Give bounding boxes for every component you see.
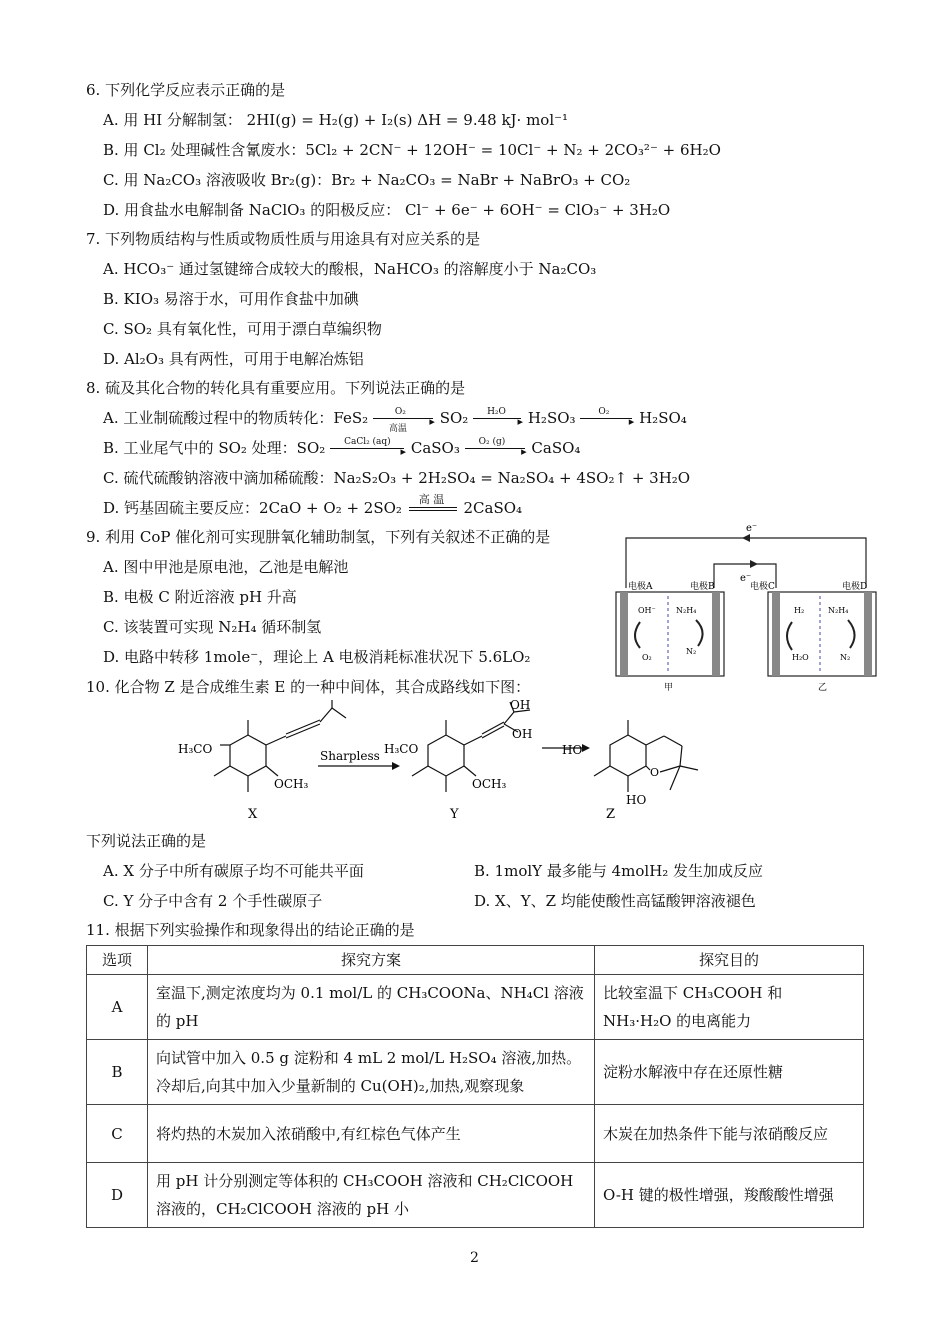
reaction-arrow-icon xyxy=(582,744,590,752)
q11-stem: 11. 根据下列实验操作和现象得出的结论正确的是 xyxy=(86,921,415,939)
q7-option-c: C. SO₂ 具有氧化性，可用于漂白草编织物 xyxy=(103,320,382,338)
q10-option-d: D. X、Y、Z 均能使酸性高锰酸钾溶液褪色 xyxy=(474,892,756,910)
q8-a-arrow3 xyxy=(580,408,634,428)
fig-y-oh1: OH xyxy=(510,700,531,712)
q8-d-equals xyxy=(407,493,459,518)
q8-b-caso3: CaSO₃ xyxy=(410,439,460,457)
arrow-head-icon: ▸ xyxy=(429,415,435,428)
fig-y-h3co: H₃CO xyxy=(384,742,419,756)
q8-a-arrow2 xyxy=(473,408,523,428)
q6-option-a: A. 用 HI 分解制氢： 2HI(g) = H₂(g) + I₂(s) ΔH = 9.48 kJ· mol⁻¹ xyxy=(103,111,569,129)
q10-intro: 下列说法正确的是 xyxy=(86,832,207,850)
fig-n2-left: N₂ xyxy=(686,647,697,656)
table-cell-goal: 木炭在加热条件下能与浓硝酸反应 xyxy=(595,1105,864,1163)
q8-a-h2so3: H₂SO₃ xyxy=(527,409,576,427)
curved-arrow-icon xyxy=(635,622,640,648)
table-cell-plan: 室温下,测定浓度均为 0.1 mol/L 的 CH₃COONa、NH₄Cl 溶液的 pH xyxy=(148,975,595,1040)
fig-oh: OH⁻ xyxy=(638,606,656,615)
fig-electrode-a: 电极A xyxy=(628,582,653,592)
q9-option-d: D. 电路中转移 1mole⁻，理论上 A 电极消耗标准状况下 5.6LO₂ xyxy=(103,648,531,666)
q8-a-arrow1 xyxy=(373,407,435,434)
q8-stem: 8. 硫及其化合物的转化具有重要应用。下列说法正确的是 xyxy=(86,379,466,397)
q8-a-prefix: A. 工业制硫酸过程中的物质转化：FeS₂ xyxy=(103,409,369,427)
q8-d-prefix: D. 钙基固硫主要反应：2CaO + O₂ + 2SO₂ xyxy=(103,499,402,517)
fig-x-och3: OCH₃ xyxy=(274,777,309,791)
q9-option-b: B. 电极 C 附近溶液 pH 升高 xyxy=(103,588,297,606)
table-cell-option: D xyxy=(87,1163,148,1228)
experiment-table xyxy=(86,945,864,1228)
fig-h2o: H₂O xyxy=(792,653,809,662)
q8-b-arrow1 xyxy=(330,438,406,458)
q6-option-b: B. 用 Cl₂ 处理碱性含氰废水：5Cl₂ + 2CN⁻ + 12OH⁻ = 10Cl⁻ + N₂ + 2CO₃²⁻ + 6H₂O xyxy=(103,141,721,159)
fig-n2h4-left: N₂H₄ xyxy=(676,606,697,615)
table-cell-goal: 比较室温下 CH₃COOH 和 NH₃·H₂O 的电离能力 xyxy=(595,975,864,1040)
q8-d-suffix: 2CaSO₄ xyxy=(463,499,523,517)
fig-jia: 甲 xyxy=(664,683,674,693)
table-header-plan: 探究方案 xyxy=(148,946,595,975)
arrow-head-icon: ▸ xyxy=(517,415,524,428)
q8-a-h2so4: H₂SO₄ xyxy=(639,409,687,427)
table-header-option: 选项 xyxy=(87,946,148,975)
fig-yi: 乙 xyxy=(818,683,828,693)
q9-option-c: C. 该装置可实现 N₂H₄ 循环制氢 xyxy=(103,618,322,636)
q8-b-prefix: B. 工业尾气中的 SO₂ 处理：SO₂ xyxy=(103,439,326,457)
q10-option-b: B. 1molY 最多能与 4molH₂ 发生加成反应 xyxy=(474,862,764,880)
q9-option-a: A. 图中甲池是原电池，乙池是电解池 xyxy=(103,558,349,576)
fig-z-ho: HO xyxy=(562,743,583,757)
q8-a-so2: SO₂ xyxy=(439,409,469,427)
q8-d-condition: 高 温 xyxy=(418,493,445,506)
electron-flow-arrow-icon xyxy=(742,534,750,542)
table-cell-goal: O-H 键的极性增强，羧酸酸性增强 xyxy=(595,1163,864,1228)
table-header-row xyxy=(87,946,864,975)
reaction-arrow-icon xyxy=(392,762,400,770)
fig-h2: H₂ xyxy=(794,606,805,615)
table-cell-plan: 用 pH 计分别测定等体积的 CH₃COOH 溶液和 CH₂ClCOOH 溶液的，CH₂ClCOOH 溶液的 pH 小 xyxy=(148,1163,595,1228)
arrow-head-icon: ▸ xyxy=(400,445,407,458)
page-number: 2 xyxy=(470,1250,479,1266)
table-cell-plan: 将灼热的木炭加入浓硝酸中,有红棕色气体产生 xyxy=(148,1105,595,1163)
fig-z-ho2: HO xyxy=(626,793,647,807)
q8-option-d xyxy=(103,493,523,518)
fig-electrode-b: 电极B xyxy=(690,582,715,592)
table-row xyxy=(87,1040,864,1105)
fig-label-y: Y xyxy=(450,807,459,822)
fig-n2h4-right: N₂H₄ xyxy=(828,606,849,615)
q10-stem: 10. 化合物 Z 是合成维生素 E 的一种中间体，其合成路线如下图： xyxy=(86,678,531,696)
curved-arrow-icon xyxy=(787,622,792,650)
compound-z-structure xyxy=(594,720,698,792)
table-cell-option: A xyxy=(87,975,148,1040)
fig-label-z: Z xyxy=(606,807,616,822)
q8-b-arrow2 xyxy=(465,438,527,458)
q8-b-arrow1-top: CaCl₂ (aq) xyxy=(344,437,391,447)
fig-electrode-d: 电极D xyxy=(842,582,868,592)
fig-electrode-c: 电极C xyxy=(750,582,775,592)
q8-a-arrow1-bottom: 高温 xyxy=(388,424,407,434)
q6-option-c: C. 用 Na₂CO₃ 溶液吸收 Br₂(g)：Br₂ + Na₂CO₃ = NaBr + NaBrO₃ + CO₂ xyxy=(103,171,631,189)
table-cell-option: B xyxy=(87,1040,148,1105)
table-row xyxy=(87,975,864,1040)
table-cell-goal: 淀粉水解液中存在还原性糖 xyxy=(595,1040,864,1105)
q7-stem: 7. 下列物质结构与性质或物质性质与用途具有对应关系的是 xyxy=(86,230,481,248)
q8-b-arrow2-top: O₂ (g) xyxy=(478,437,506,447)
electrolysis-diagram xyxy=(610,518,880,698)
q8-a-arrow2-top: H₂O xyxy=(487,407,506,417)
fig-x-h3co: H₃CO xyxy=(178,742,213,756)
fig-n2-right: N₂ xyxy=(840,653,851,662)
fig-e-top: e⁻ xyxy=(746,523,758,534)
q9-stem: 9. 利用 CoP 催化剂可实现肼氧化辅助制氢，下列有关叙述不正确的是 xyxy=(86,528,551,546)
table-cell-plan: 向试管中加入 0.5 g 淀粉和 4 mL 2 mol/L H₂SO₄ 溶液,加热。冷却后,向其中加入少量新制的 Cu(OH)₂,加热,观察现象 xyxy=(148,1040,595,1105)
q10-option-c: C. Y 分子中含有 2 个手性碳原子 xyxy=(103,892,323,910)
table-row xyxy=(87,1105,864,1163)
fig-o2: O₂ xyxy=(642,653,652,662)
fig-sharpless: Sharpless xyxy=(320,749,380,763)
electron-flow-arrow-icon xyxy=(750,560,758,568)
q8-b-caso4: CaSO₄ xyxy=(531,439,581,457)
q8-a-arrow3-top: O₂ xyxy=(598,407,610,417)
curved-arrow-icon xyxy=(696,620,703,646)
table-cell-option: C xyxy=(87,1105,148,1163)
q6-option-d: D. 用食盐水电解制备 NaClO₃ 的阳极反应： Cl⁻ + 6e⁻ + 6OH⁻ = ClO₃⁻ + 3H₂O xyxy=(103,201,671,219)
table-header-goal: 探究目的 xyxy=(595,946,864,975)
fig-z-o: O xyxy=(650,766,660,779)
q6-stem: 6. 下列化学反应表示正确的是 xyxy=(86,81,286,99)
arrow-head-icon: ▸ xyxy=(521,445,527,458)
curved-arrow-icon xyxy=(848,620,855,648)
fig-e-mid: e⁻ xyxy=(740,573,752,584)
q10-option-a: A. X 分子中所有碳原子均不可能共平面 xyxy=(103,862,364,880)
q7-option-d: D. Al₂O₃ 具有两性，可用于电解冶炼铝 xyxy=(103,350,364,368)
compound-y-structure xyxy=(412,702,533,792)
synthesis-route-diagram xyxy=(170,700,710,825)
table-row xyxy=(87,1163,864,1228)
q8-option-a xyxy=(103,407,687,434)
fig-y-och3: OCH₃ xyxy=(472,777,507,791)
arrow-head-icon: ▸ xyxy=(628,415,635,428)
q8-a-arrow1-top: O₂ xyxy=(394,407,406,417)
q7-option-b: B. KIO₃ 易溶于水，可用作食盐中加碘 xyxy=(103,290,359,308)
q8-option-c: C. 硫代硫酸钠溶液中滴加稀硫酸：Na₂S₂O₃ + 2H₂SO₄ = Na₂SO₄ + 4SO₂↑ + 3H₂O xyxy=(103,469,691,487)
q7-option-a: A. HCO₃⁻ 通过氢键缔合成较大的酸根，NaHCO₃ 的溶解度小于 Na₂CO₃ xyxy=(103,260,597,278)
fig-y-oh2: OH xyxy=(512,727,533,741)
q8-option-b xyxy=(103,438,580,458)
fig-label-x: X xyxy=(248,807,258,822)
